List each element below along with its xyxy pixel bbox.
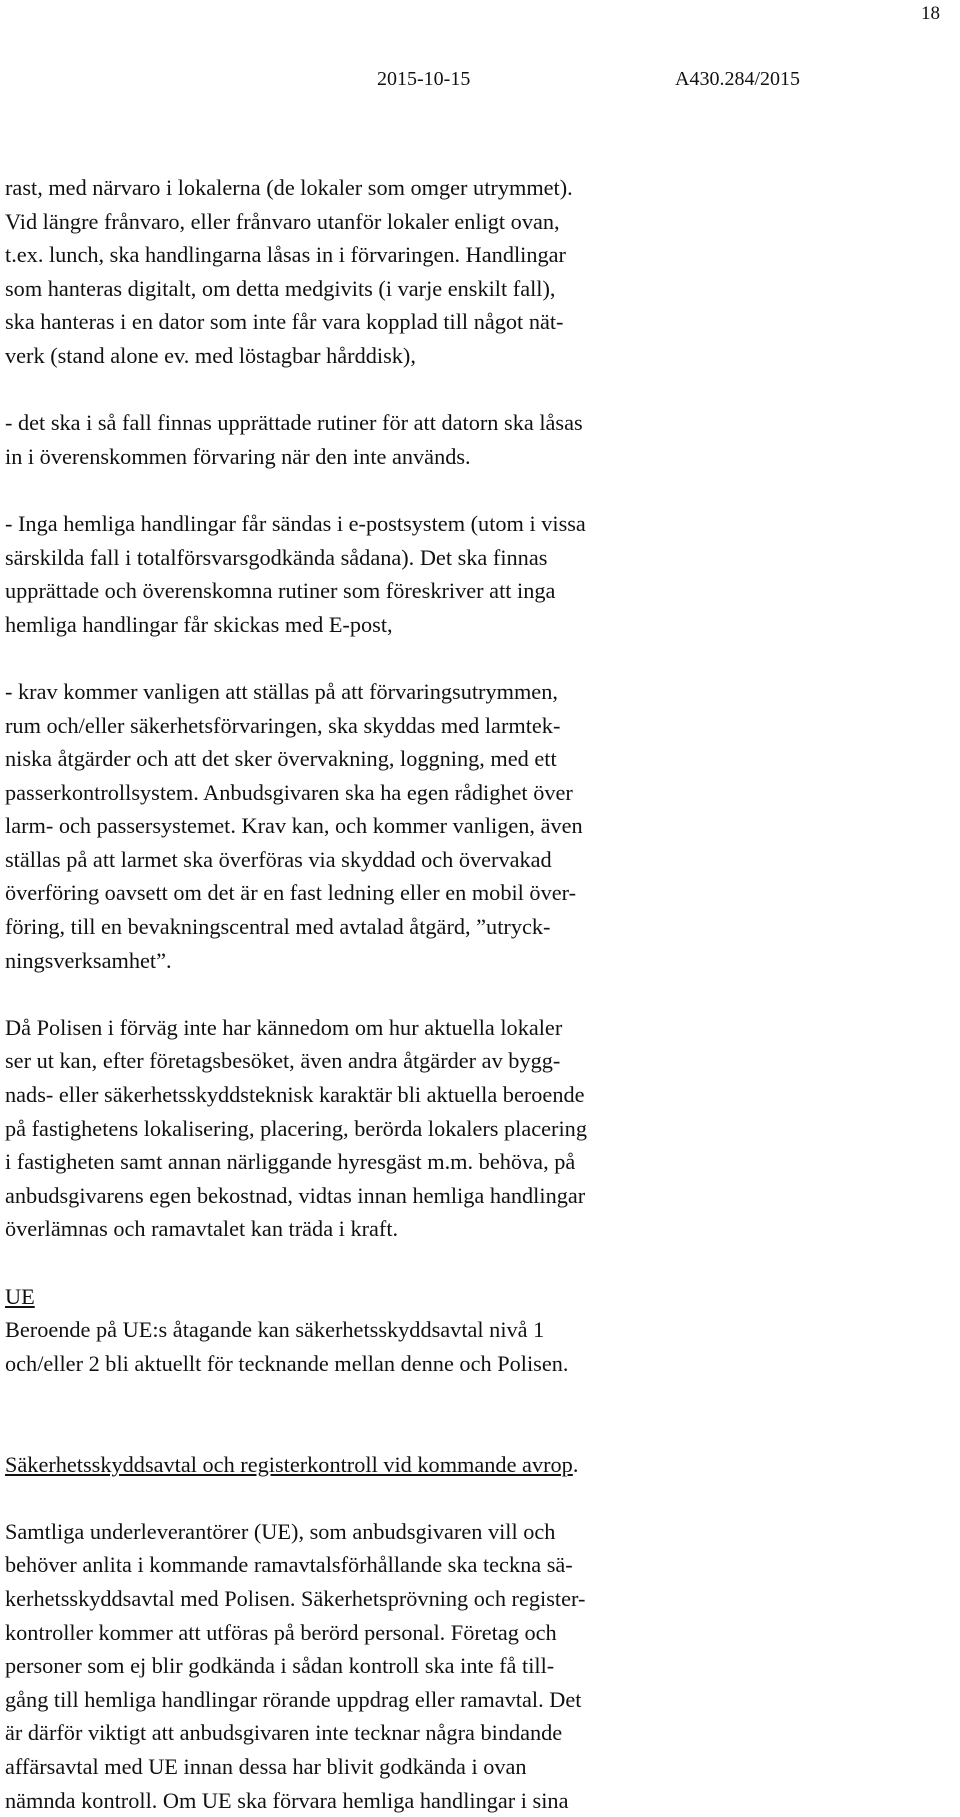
paragraph-gap — [5, 1380, 957, 1414]
text-line: ser ut kan, efter företagsbesöket, även andra åtgärder av bygg- — [5, 1044, 957, 1078]
text-line: Samtliga underleverantörer (UE), som anbudsgivaren vill och — [5, 1515, 957, 1549]
section-heading-line — [5, 1448, 957, 1482]
paragraph-gap — [5, 1414, 957, 1448]
text-line: som hanteras digitalt, om detta medgivits (i varje enskilt fall), — [5, 272, 957, 306]
text-line: rast, med närvaro i lokalerna (de lokaler som omger utrymmet). — [5, 171, 957, 205]
text-line: - krav kommer vanligen att ställas på att förvaringsutrymmen, — [5, 675, 957, 709]
text-line: niska åtgärder och att det sker övervakning, loggning, med ett — [5, 742, 957, 776]
paragraph-gap — [5, 1246, 957, 1280]
paragraph-gap — [5, 1481, 957, 1515]
section-heading-ue: UE — [5, 1280, 957, 1314]
page-number: 18 — [921, 3, 940, 25]
text-line: på fastighetens lokalisering, placering, berörda lokalers placering — [5, 1112, 957, 1146]
paragraph-gap — [5, 473, 957, 507]
text-line: - Inga hemliga handlingar får sändas i e-postsystem (utom i vissa — [5, 507, 957, 541]
text-line: ställas på att larmet ska överföras via skyddad och övervakad — [5, 843, 957, 877]
paragraph-gap — [5, 977, 957, 1011]
text-line: upprättade och överenskomna rutiner som föreskriver att inga — [5, 574, 957, 608]
text-line: - det ska i så fall finnas upprättade rutiner för att datorn ska låsas — [5, 406, 957, 440]
text-line: anbudsgivarens egen bekostnad, vidtas innan hemliga handlingar — [5, 1179, 957, 1213]
text-line: larm- och passersystemet. Krav kan, och kommer vanligen, även — [5, 809, 957, 843]
text-line: kerhetsskyddsavtal med Polisen. Säkerhetsprövning och register- — [5, 1582, 957, 1616]
text-line: rum och/eller säkerhetsförvaringen, ska skyddas med larmtek- — [5, 709, 957, 743]
text-line: Då Polisen i förväg inte har kännedom om hur aktuella lokaler — [5, 1011, 957, 1045]
text-line: och/eller 2 bli aktuellt för tecknande mellan denne och Polisen. — [5, 1347, 957, 1381]
paragraph-gap — [5, 373, 957, 407]
paragraph-gap — [5, 641, 957, 675]
text-line: Beroende på UE:s åtagande kan säkerhetsskyddsavtal nivå 1 — [5, 1313, 957, 1347]
document-reference: A430.284/2015 — [675, 68, 800, 91]
text-line: nämnda kontroll. Om UE ska förvara hemliga handlingar i sina — [5, 1784, 957, 1817]
text-line: Vid längre frånvaro, eller frånvaro utanför lokaler enligt ovan, — [5, 205, 957, 239]
text-line: överlämnas och ramavtalet kan träda i kraft. — [5, 1212, 957, 1246]
text-line: är därför viktigt att anbudsgivaren inte tecknar några bindande — [5, 1716, 957, 1750]
text-line: behöver anlita i kommande ramavtalsförhållande ska teckna sä- — [5, 1548, 957, 1582]
heading-period: . — [573, 1452, 579, 1477]
text-line: affärsavtal med UE innan dessa har blivit godkända i ovan — [5, 1750, 957, 1784]
text-line: särskilda fall i totalförsvarsgodkända sådana). Det ska finnas — [5, 541, 957, 575]
document-body — [5, 171, 957, 1817]
text-line: föring, till en bevakningscentral med avtalad åtgärd, ”utryck- — [5, 910, 957, 944]
text-line: verk (stand alone ev. med löstagbar hårddisk), — [5, 339, 957, 373]
text-line: nads- eller säkerhetsskyddsteknisk karaktär bli aktuella beroende — [5, 1078, 957, 1112]
text-line: överföring oavsett om det är en fast ledning eller en mobil över- — [5, 876, 957, 910]
text-line: passerkontrollsystem. Anbudsgivaren ska ha egen rådighet över — [5, 776, 957, 810]
document-date: 2015-10-15 — [377, 68, 470, 91]
section-heading-security-agreement: Säkerhetsskyddsavtal och registerkontroll vid kommande avrop — [5, 1452, 573, 1477]
text-line: ska hanteras i en dator som inte får vara kopplad till något nät- — [5, 305, 957, 339]
text-line: gång till hemliga handlingar rörande uppdrag eller ramavtal. Det — [5, 1683, 957, 1717]
text-line: i fastigheten samt annan närliggande hyresgäst m.m. behöva, på — [5, 1145, 957, 1179]
text-line: kontroller kommer att utföras på berörd personal. Företag och — [5, 1616, 957, 1650]
text-line: personer som ej blir godkända i sådan kontroll ska inte få till- — [5, 1649, 957, 1683]
text-line: hemliga handlingar får skickas med E-post, — [5, 608, 957, 642]
text-line: ningsverksamhet”. — [5, 944, 957, 978]
text-line: t.ex. lunch, ska handlingarna låsas in i förvaringen. Handlingar — [5, 238, 957, 272]
text-line: in i överenskommen förvaring när den inte används. — [5, 440, 957, 474]
